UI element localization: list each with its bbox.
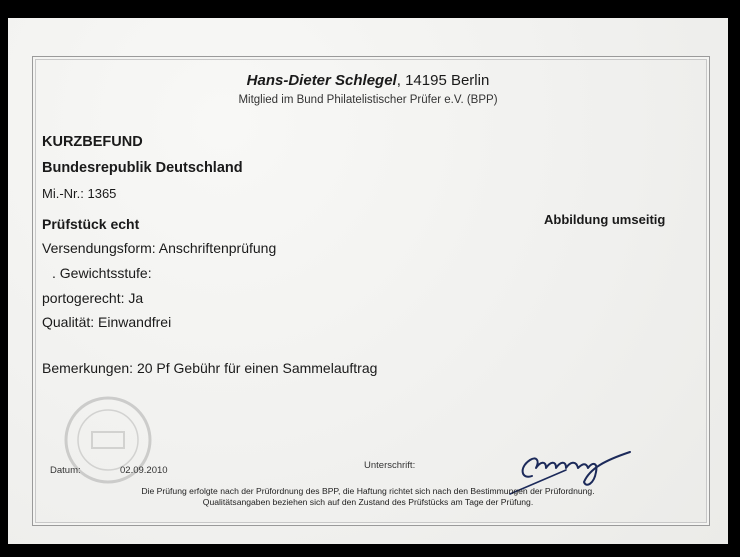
date-value: 02.09.2010: [120, 465, 168, 476]
image-note: Abbildung umseitig: [544, 212, 666, 227]
quality-grade: Qualität: Einwandfrei: [42, 314, 172, 330]
examiner-location: , 14195 Berlin: [396, 72, 490, 89]
weight-class: . Gewichtsstufe:: [52, 265, 152, 281]
date-label: Datum:: [50, 465, 81, 476]
examiner-name: Hans-Dieter Schlegel: [246, 72, 397, 89]
signature-label: Unterschrift:: [364, 460, 416, 471]
verdict: Prüfstück echt: [42, 216, 140, 232]
examiner-membership: Mitglied im Bund Philatelistischer Prüfer e.V. (BPP): [238, 94, 498, 106]
footer-line-2: Qualitätsangaben beziehen sich auf den Zustand des Prüfstücks am Tage der Prüfung.: [202, 497, 534, 507]
shipping-form: Versendungsform: Anschriftenprüfung: [42, 240, 277, 256]
remarks: Bemerkungen: 20 Pf Gebühr für einen Sammelauftrag: [42, 360, 378, 376]
legal-footer: [8, 486, 728, 508]
country-name: Bundesrepublik Deutschland: [42, 160, 243, 176]
catalog-number: Mi.-Nr.: 1365: [42, 186, 117, 201]
document-title: KURZBEFUND: [42, 134, 143, 150]
postage-status: portogerecht: Ja: [42, 290, 144, 306]
examiner-header: [8, 72, 728, 89]
certificate-sheet: [8, 18, 728, 544]
footer-line-1: Die Prüfung erfolgte nach der Prüfordnung des BPP, die Haftung richtet sich nach den Bestimmungen der Prüfordnung.: [141, 486, 595, 496]
